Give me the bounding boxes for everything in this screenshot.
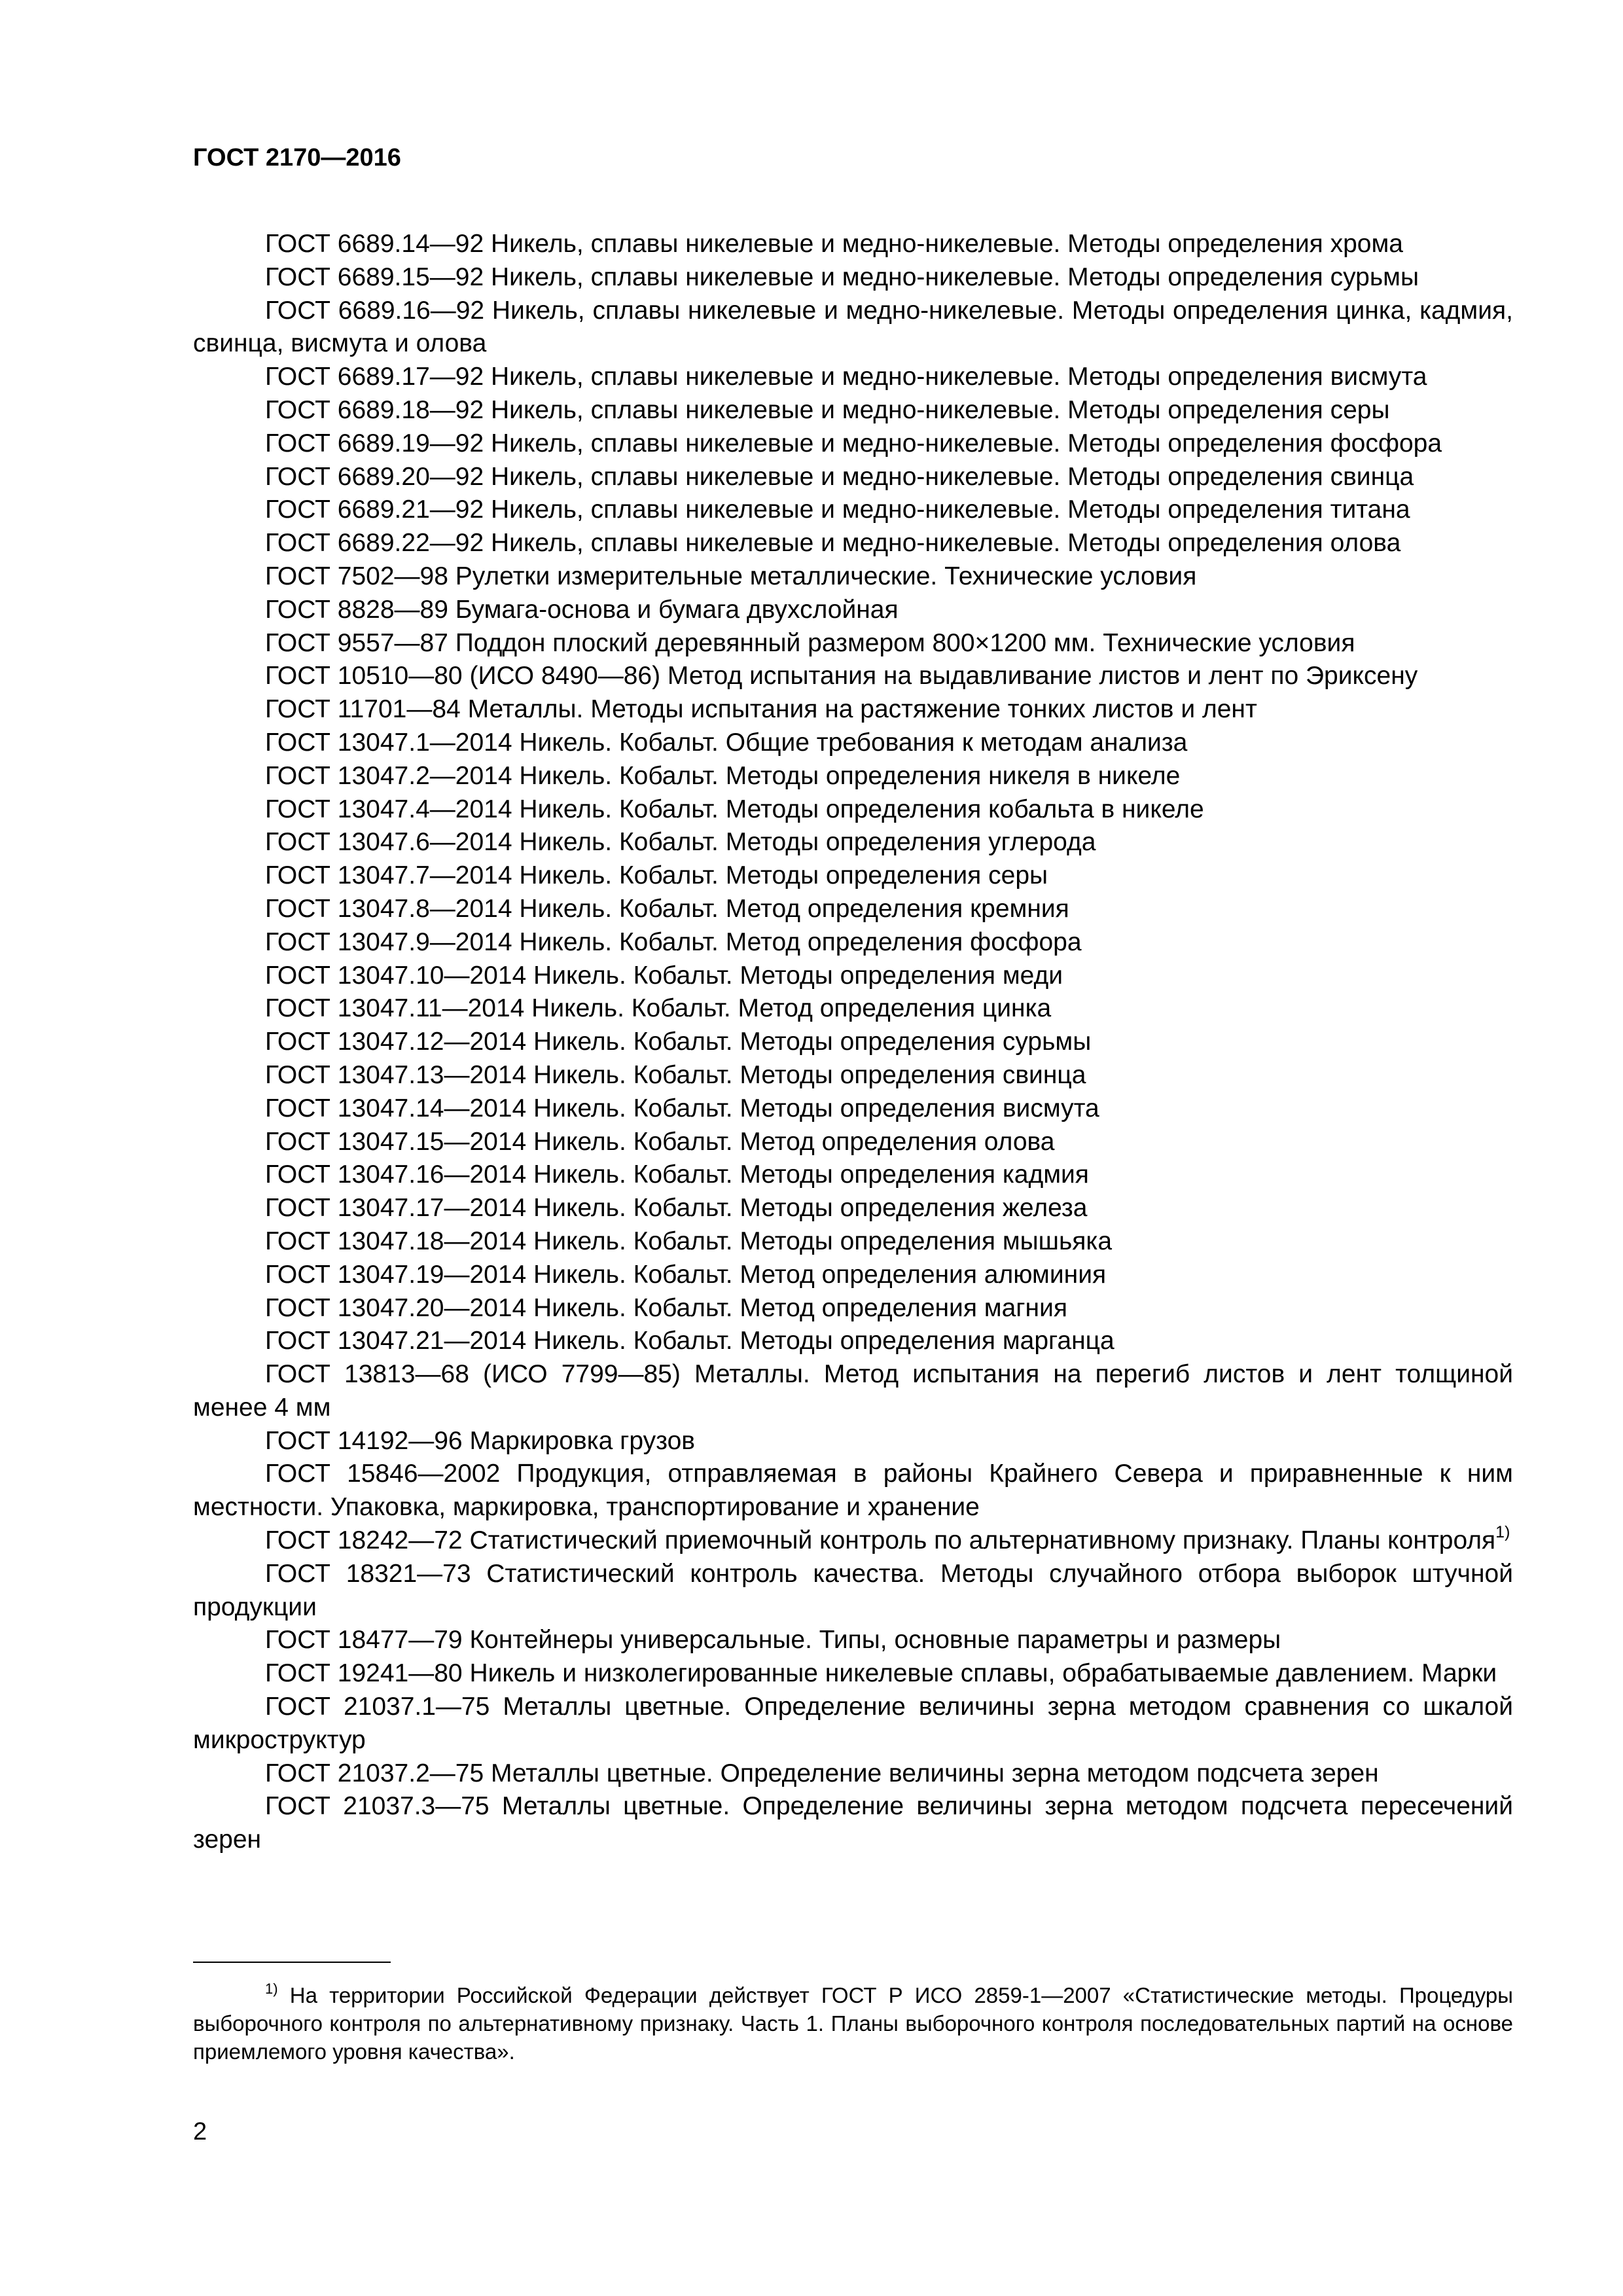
page-number: 2: [193, 2118, 207, 2145]
reference-text: ГОСТ 6689.18—92 Никель, сплавы никелевые и медно-никелевые. Методы определения серы: [265, 395, 1390, 424]
reference-text: ГОСТ 10510—80 (ИСО 8490—86) Метод испытания на выдавливание листов и лент по Эриксену: [265, 662, 1418, 691]
reference-text: ГОСТ 18242—72 Статистический приемочный контроль по альтернативному признаку. Планы контроля: [265, 1526, 1496, 1555]
reference-item: [193, 1292, 1513, 1325]
reference-item: [193, 261, 1513, 295]
reference-item: [193, 1524, 1513, 1558]
reference-text: ГОСТ 13047.17—2014 Никель. Кобальт. Методы определения железа: [265, 1194, 1088, 1223]
reference-item: [193, 1225, 1513, 1259]
reference-text: ГОСТ 18321—73 Статистический контроль качества. Методы случайного отбора выборок штучной продукции: [193, 1559, 1513, 1621]
reference-item: [193, 926, 1513, 960]
reference-item: [193, 627, 1513, 660]
reference-item: [193, 1624, 1513, 1657]
reference-text: ГОСТ 15846—2002 Продукция, отправляемая в районы Крайнего Севера и приравненные к ним местности. Упаковка, маркировка, транспортирование и хранение: [193, 1460, 1513, 1522]
reference-item: [193, 1026, 1513, 1059]
reference-text: ГОСТ 13047.15—2014 Никель. Кобальт. Метод определения олова: [265, 1127, 1055, 1156]
reference-text: ГОСТ 6689.15—92 Никель, сплавы никелевые и медно-никелевые. Методы определения сурьмы: [265, 262, 1419, 291]
reference-text: ГОСТ 6689.21—92 Никель, сплавы никелевые и медно-никелевые. Методы определения титана: [265, 495, 1410, 524]
reference-item: [193, 1259, 1513, 1292]
reference-item: [193, 1458, 1513, 1524]
footnote: [193, 1981, 1513, 2066]
reference-text: ГОСТ 21037.1—75 Металлы цветные. Определение величины зерна методом сравнения со шкалой микроструктур: [193, 1693, 1513, 1754]
reference-item: [193, 1558, 1513, 1624]
reference-text: ГОСТ 13047.19—2014 Никель. Кобальт. Метод определения алюминия: [265, 1260, 1107, 1289]
normative-references-list: [193, 228, 1513, 1857]
reference-text: ГОСТ 6689.17—92 Никель, сплавы никелевые и медно-никелевые. Методы определения висмута: [265, 363, 1427, 391]
reference-text: ГОСТ 6689.14—92 Никель, сплавы никелевые и медно-никелевые. Методы определения хрома: [265, 230, 1403, 258]
footnote-mark: 1): [265, 1981, 278, 1997]
reference-text: ГОСТ 21037.3—75 Металлы цветные. Определение величины зерна методом подсчета пересечений зерен: [193, 1792, 1513, 1854]
reference-item: [193, 1325, 1513, 1358]
reference-item: [193, 1059, 1513, 1092]
reference-item: [193, 1192, 1513, 1225]
reference-text: ГОСТ 6689.20—92 Никель, сплавы никелевые и медно-никелевые. Методы определения свинца: [265, 462, 1414, 491]
reference-item: [193, 295, 1513, 361]
reference-text: ГОСТ 7502—98 Рулетки измерительные металлические. Технические условия: [265, 562, 1197, 590]
reference-item: [193, 1657, 1513, 1691]
reference-text: ГОСТ 13047.4—2014 Никель. Кобальт. Методы определения кобальта в никеле: [265, 795, 1204, 823]
reference-text: ГОСТ 13047.8—2014 Никель. Кобальт. Метод определения кремния: [265, 894, 1069, 923]
reference-text: ГОСТ 6689.16—92 Никель, сплавы никелевые и медно-никелевые. Методы определения цинка, кадмия, свинца, висмута и олова: [193, 296, 1513, 358]
reference-item: [193, 893, 1513, 926]
reference-text: ГОСТ 19241—80 Никель и низколегированные никелевые сплавы, обрабатываемые давлением. Марки: [265, 1659, 1497, 1688]
reference-item: [193, 493, 1513, 527]
footnote-reference-mark: 1): [1495, 1523, 1510, 1542]
reference-item: [193, 826, 1513, 859]
reference-item: [193, 992, 1513, 1026]
reference-text: ГОСТ 13047.9—2014 Никель. Кобальт. Метод определения фосфора: [265, 927, 1082, 956]
reference-item: [193, 361, 1513, 394]
reference-text: ГОСТ 18477—79 Контейнеры универсальные. Типы, основные параметры и размеры: [265, 1626, 1281, 1655]
reference-text: ГОСТ 13047.2—2014 Никель. Кобальт. Методы определения никеля в никеле: [265, 761, 1181, 790]
reference-text: ГОСТ 21037.2—75 Металлы цветные. Определение величины зерна методом подсчета зерен: [265, 1759, 1379, 1787]
reference-item: [193, 527, 1513, 560]
reference-item: [193, 793, 1513, 827]
reference-text: ГОСТ 13047.20—2014 Никель. Кобальт. Метод определения магния: [265, 1293, 1067, 1322]
reference-item: [193, 228, 1513, 261]
reference-text: ГОСТ 13047.6—2014 Никель. Кобальт. Методы определения углерода: [265, 828, 1096, 857]
reference-text: ГОСТ 13047.14—2014 Никель. Кобальт. Методы определения висмута: [265, 1094, 1099, 1122]
reference-item: [193, 693, 1513, 726]
reference-item: [193, 960, 1513, 993]
document-header: ГОСТ 2170—2016: [193, 144, 401, 171]
reference-text: ГОСТ 13047.21—2014 Никель. Кобальт. Методы определения марганца: [265, 1327, 1115, 1355]
reference-text: ГОСТ 13047.13—2014 Никель. Кобальт. Методы определения свинца: [265, 1060, 1086, 1089]
reference-item: [193, 1757, 1513, 1791]
reference-item: [193, 594, 1513, 627]
reference-text: ГОСТ 14192—96 Маркировка грузов: [265, 1426, 695, 1455]
reference-text: ГОСТ 9557—87 Поддон плоский деревянный размером 800×1200 мм. Технические условия: [265, 628, 1355, 657]
reference-item: [193, 1358, 1513, 1425]
footnote-separator: [193, 1962, 391, 1963]
reference-item: [193, 1691, 1513, 1757]
reference-item: [193, 1790, 1513, 1857]
reference-text: ГОСТ 13047.18—2014 Никель. Кобальт. Методы определения мышьяка: [265, 1227, 1113, 1255]
reference-item: [193, 427, 1513, 461]
reference-item: [193, 660, 1513, 693]
reference-item: [193, 461, 1513, 494]
reference-item: [193, 726, 1513, 760]
reference-item: [193, 394, 1513, 427]
reference-text: ГОСТ 13047.10—2014 Никель. Кобальт. Методы определения меди: [265, 961, 1063, 990]
reference-text: ГОСТ 13047.7—2014 Никель. Кобальт. Методы определения серы: [265, 861, 1048, 890]
reference-item: [193, 1126, 1513, 1159]
reference-text: ГОСТ 6689.22—92 Никель, сплавы никелевые и медно-никелевые. Методы определения олова: [265, 529, 1401, 558]
reference-text: ГОСТ 13047.12—2014 Никель. Кобальт. Методы определения сурьмы: [265, 1028, 1092, 1056]
reference-item: [193, 560, 1513, 594]
reference-text: ГОСТ 8828—89 Бумага-основа и бумага двухслойная: [265, 595, 899, 624]
reference-text: ГОСТ 13813—68 (ИСО 7799—85) Металлы. Метод испытания на перегиб листов и лент толщиной менее 4 мм: [193, 1360, 1513, 1422]
reference-text: ГОСТ 13047.1—2014 Никель. Кобальт. Общие требования к методам анализа: [265, 728, 1188, 757]
reference-item: [193, 1092, 1513, 1126]
reference-text: ГОСТ 13047.16—2014 Никель. Кобальт. Методы определения кадмия: [265, 1160, 1089, 1189]
reference-item: [193, 1425, 1513, 1458]
reference-item: [193, 1158, 1513, 1192]
reference-text: ГОСТ 6689.19—92 Никель, сплавы никелевые и медно-никелевые. Методы определения фосфора: [265, 429, 1442, 457]
reference-text: ГОСТ 13047.11—2014 Никель. Кобальт. Метод определения цинка: [265, 994, 1052, 1023]
footnote-text: На территории Российской Федерации действует ГОСТ Р ИСО 2859-1—2007 «Статистические методы. Процедуры выборочного контроля по альтернативному признаку. Часть 1. Планы выборочного контроля последовательных партий на основе приемлемого уровня качества».: [193, 1983, 1514, 2064]
reference-text: ГОСТ 11701—84 Металлы. Методы испытания на растяжение тонких листов и лент: [265, 695, 1257, 724]
reference-item: [193, 760, 1513, 793]
reference-item: [193, 859, 1513, 893]
